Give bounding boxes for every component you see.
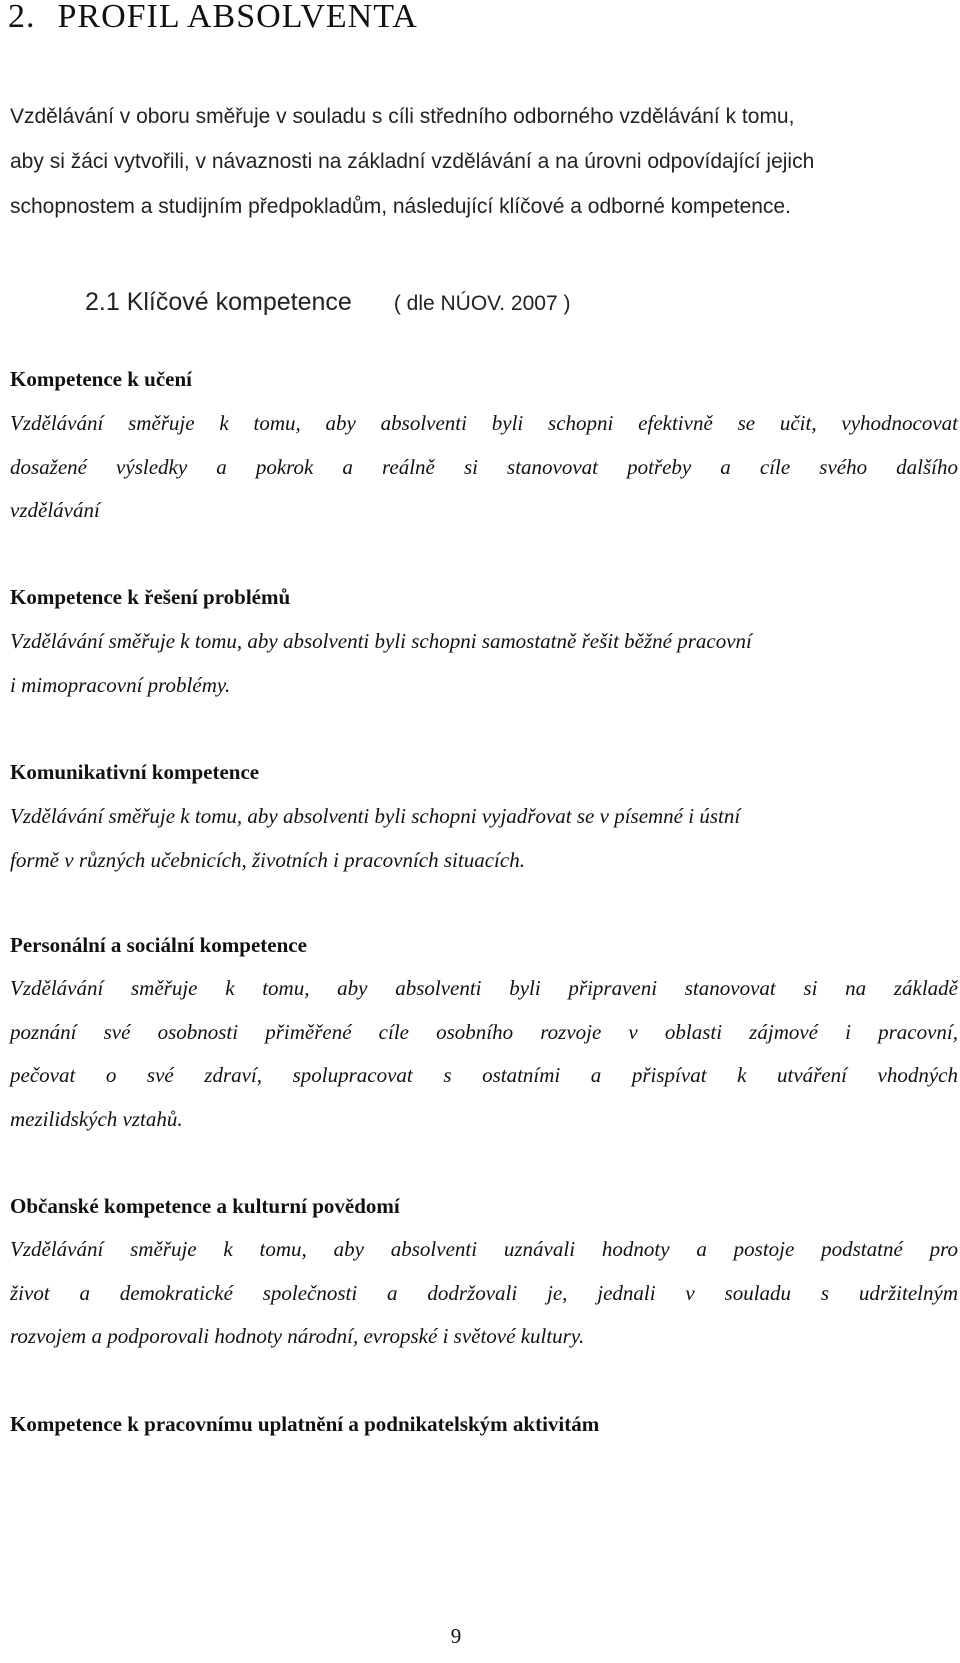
subheading-title: 2.1 Klíčové kompetence	[85, 288, 352, 316]
competence-title-work-entrepreneurship: Kompetence k pracovnímu uplatnění a podnikatelským aktivitám	[10, 1412, 600, 1436]
chapter-title: PROFIL ABSOLVENTA	[57, 0, 418, 35]
text-line: Vzdělávání směřuje k tomu, aby absolventi uznávali hodnoty a postoje podstatné pro	[10, 1237, 958, 1261]
text-line: Vzdělávání směřuje k tomu, aby absolventi byli schopni samostatně řešit běžné pracovní	[10, 629, 752, 653]
competence-title-learning: Kompetence k učení	[10, 367, 192, 391]
text-line: Vzdělávání směřuje k tomu, aby absolventi byli připraveni stanovovat si na základě	[10, 976, 958, 1000]
text-line: poznání své osobnosti přiměřené cíle osobního rozvoje v oblasti zájmové i pracovní,	[10, 1019, 958, 1044]
chapter-number: 2.	[8, 0, 36, 35]
intro-line: schopnostem a studijním předpokladům, následující klíčové a odborné kompetence.	[10, 195, 791, 218]
competence-text-personal-social	[10, 967, 958, 1141]
text-line: mezilidských vztahů.	[10, 1106, 183, 1131]
competence-title-personal-social: Personální a sociální kompetence	[10, 933, 307, 957]
competence-title-problem-solving: Kompetence k řešení problémů	[10, 585, 291, 609]
competence-title-communication: Komunikativní kompetence	[10, 760, 260, 784]
text-line: život a demokratické společnosti a dodržovali je, jednali v souladu s udržitelným	[10, 1280, 958, 1305]
text-line: Vzdělávání směřuje k tomu, aby absolventi byli schopni vyjadřovat se v písemné i ústní	[10, 804, 741, 828]
competence-text-problem-solving	[10, 620, 958, 707]
section-subheading	[85, 288, 570, 317]
text-line: i mimopracovní problémy.	[10, 672, 231, 697]
text-line: Vzdělávání směřuje k tomu, aby absolventi byli schopni efektivně se učit, vyhodnocovat	[10, 411, 958, 435]
intro-line: Vzdělávání v oboru směřuje v souladu s cíli středního odborného vzdělávání k tomu,	[10, 105, 795, 128]
competence-title-civic-cultural: Občanské kompetence a kulturní povědomí	[10, 1194, 400, 1218]
text-line: rozvojem a podporovali hodnoty národní, evropské i světové kultury.	[10, 1324, 585, 1348]
competence-text-communication	[10, 795, 958, 882]
intro-paragraph	[10, 94, 960, 229]
text-line: dosažené výsledky a pokrok a reálně si stanovovat potřeby a cíle svého dalšího	[10, 454, 958, 479]
text-line: pečovat o své zdraví, spolupracovat s ostatními a přispívat k utváření vhodných	[10, 1063, 958, 1087]
text-line: vzdělávání	[10, 498, 100, 522]
page-number: 9	[450, 1624, 462, 1648]
subheading-note: ( dle NÚOV. 2007 )	[393, 292, 571, 315]
competence-text-learning	[10, 402, 958, 533]
chapter-heading	[8, 0, 418, 34]
text-line: formě v různých učebnicích, životních i pracovních situacích.	[10, 847, 525, 872]
competence-text-civic-cultural	[10, 1228, 958, 1359]
intro-line: aby si žáci vytvořili, v návaznosti na základní vzdělávání a na úrovni odpovídající jejich	[10, 150, 815, 173]
